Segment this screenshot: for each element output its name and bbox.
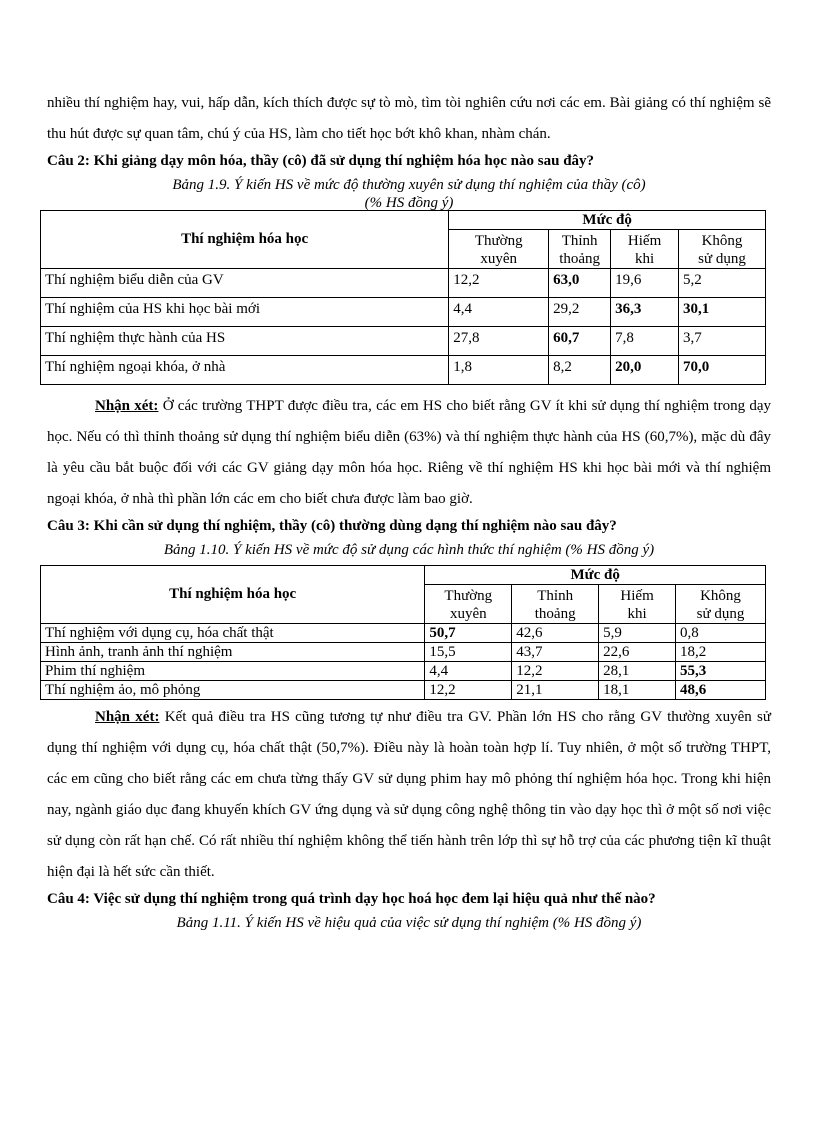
cell-value: 12,2 [512, 662, 599, 681]
remark-paragraph-1 [47, 391, 771, 515]
table-1-10-caption: Bảng 1.10. Ý kiến HS về mức độ sử dụng các hình thức thí nghiệm (% HS đồng ý) [163, 542, 655, 558]
table-1-11-caption: Bảng 1.11. Ý kiến HS về hiệu quả của việc sử dụng thí nghiệm (% HS đồng ý) [176, 915, 642, 931]
remark-text: Kết quả điều tra HS cũng tương tự như điều tra GV. Phần lớn HS cho rằng GV thường xuyên sử dụng thí nghiệm với dụng cụ, hóa chất thật (50,7%). Điều này là hoàn toàn hợp lí. Tuy nhiên, ở một số trường THPT, các em cũng cho biết rằng các em chưa từng thấy GV sử dụng phim hay mô phỏng thí nghiệm hóa học. Trong khi hiện nay, ngành giáo dục đang khuyến khích GV ứng dụng và sử dụng công nghệ thông tin vào dạy học thì ở một số nơi việc sử dụng còn rất hạn chế. Có rất nhiều thí nghiệm không thể tiến hành trên lớp thì sự hỗ trợ của các phương tiện kĩ thuật hiện đại là hết sức cần thiết. [47, 709, 771, 880]
table-group-header: Mức độ [425, 566, 766, 585]
cell-value: 1,8 [449, 356, 549, 385]
table-1-9-caption: Bảng 1.9. Ý kiến HS về mức độ thường xuyên sử dụng thí nghiệm của thầy (cô) [172, 177, 646, 193]
level-header: Không sử dụng [676, 585, 766, 624]
cell-value: 42,6 [512, 624, 599, 643]
table-row [41, 298, 766, 327]
table-1-9 [40, 210, 766, 385]
cell-value: 5,2 [679, 269, 766, 298]
cell-value: 28,1 [599, 662, 676, 681]
cell-value: 43,7 [512, 643, 599, 662]
cell-value: 3,7 [679, 327, 766, 356]
table-row [41, 681, 766, 700]
cell-value: 4,4 [449, 298, 549, 327]
cell-value: 4,4 [425, 662, 512, 681]
row-label: Thí nghiệm ngoại khóa, ở nhà [41, 356, 449, 385]
table-row [41, 327, 766, 356]
table-row [41, 269, 766, 298]
table-col-header: Thí nghiệm hóa học [41, 211, 449, 269]
level-header: Thỉnh thoảng [549, 230, 611, 269]
table-1-9-caption-line2: (% HS đồng ý) [364, 195, 454, 211]
cell-value: 21,1 [512, 681, 599, 700]
cell-value: 36,3 [611, 298, 679, 327]
level-header: Thỉnh thoảng [512, 585, 599, 624]
row-label: Hình ảnh, tranh ảnh thí nghiệm [41, 643, 425, 662]
cell-value: 8,2 [549, 356, 611, 385]
cell-value: 22,6 [599, 643, 676, 662]
document-page [47, 88, 771, 932]
remark-label: Nhận xét: [95, 398, 159, 414]
cell-value: 18,1 [599, 681, 676, 700]
table-row [41, 356, 766, 385]
table-row [41, 662, 766, 681]
intro-paragraph: nhiều thí nghiệm hay, vui, hấp dẫn, kích thích được sự tò mò, tìm tòi nghiên cứu nơi các em. Bài giảng có thí nghiệm sẽ thu hút được sự quan tâm, chú ý của HS, làm cho tiết học bớt khô khan, nhàm chán. [47, 95, 771, 142]
cell-value: 63,0 [549, 269, 611, 298]
question-3-title: Câu 3: Khi cần sử dụng thí nghiệm, thầy (cô) thường dùng dạng thí nghiệm nào sau đây? [47, 518, 617, 534]
cell-value: 5,9 [599, 624, 676, 643]
cell-value: 7,8 [611, 327, 679, 356]
question-4-title: Câu 4: Việc sử dụng thí nghiệm trong quá trình dạy học hoá học đem lại hiệu quả như thế nào? [47, 891, 656, 907]
table-col-header: Thí nghiệm hóa học [41, 566, 425, 624]
level-header: Thường xuyên [425, 585, 512, 624]
cell-value: 48,6 [676, 681, 766, 700]
row-label: Thí nghiệm với dụng cụ, hóa chất thật [41, 624, 425, 643]
table-row [41, 624, 766, 643]
question-2-title: Câu 2: Khi giảng dạy môn hóa, thầy (cô) đã sử dụng thí nghiệm hóa học nào sau đây? [47, 153, 595, 169]
level-header: Hiếm khi [611, 230, 679, 269]
cell-value: 0,8 [676, 624, 766, 643]
cell-value: 29,2 [549, 298, 611, 327]
cell-value: 55,3 [676, 662, 766, 681]
cell-value: 30,1 [679, 298, 766, 327]
cell-value: 20,0 [611, 356, 679, 385]
cell-value: 50,7 [425, 624, 512, 643]
table-group-header: Mức độ [449, 211, 766, 230]
cell-value: 12,2 [425, 681, 512, 700]
level-header: Không sử dụng [679, 230, 766, 269]
row-label: Thí nghiệm biểu diễn của GV [41, 269, 449, 298]
row-label: Thí nghiệm của HS khi học bài mới [41, 298, 449, 327]
row-label: Thí nghiệm thực hành của HS [41, 327, 449, 356]
cell-value: 12,2 [449, 269, 549, 298]
remark-text: Ở các trường THPT được điều tra, các em HS cho biết rằng GV ít khi sử dụng thí nghiệm trong dạy học. Nếu có thì thỉnh thoảng sử dụng thí nghiệm biểu diễn (63%) và thí nghiệm thực hành của HS (60,7%), mặc dù đây là yêu cầu bắt buộc đối với các GV giảng dạy môn hóa học. Riêng về thí nghiệm HS khi học bài mới và thí nghiệm ngoại khóa, ở nhà thì phần lớn các em cho biết chưa được làm bao giờ. [47, 398, 771, 507]
level-header: Hiếm khi [599, 585, 676, 624]
cell-value: 60,7 [549, 327, 611, 356]
cell-value: 27,8 [449, 327, 549, 356]
table-1-10 [40, 565, 766, 700]
remark-paragraph-2 [47, 702, 771, 888]
level-header: Thường xuyên [449, 230, 549, 269]
remark-label: Nhận xét: [95, 709, 160, 725]
cell-value: 18,2 [676, 643, 766, 662]
row-label: Thí nghiệm ảo, mô phỏng [41, 681, 425, 700]
table-row [41, 643, 766, 662]
cell-value: 70,0 [679, 356, 766, 385]
cell-value: 15,5 [425, 643, 512, 662]
cell-value: 19,6 [611, 269, 679, 298]
row-label: Phim thí nghiệm [41, 662, 425, 681]
